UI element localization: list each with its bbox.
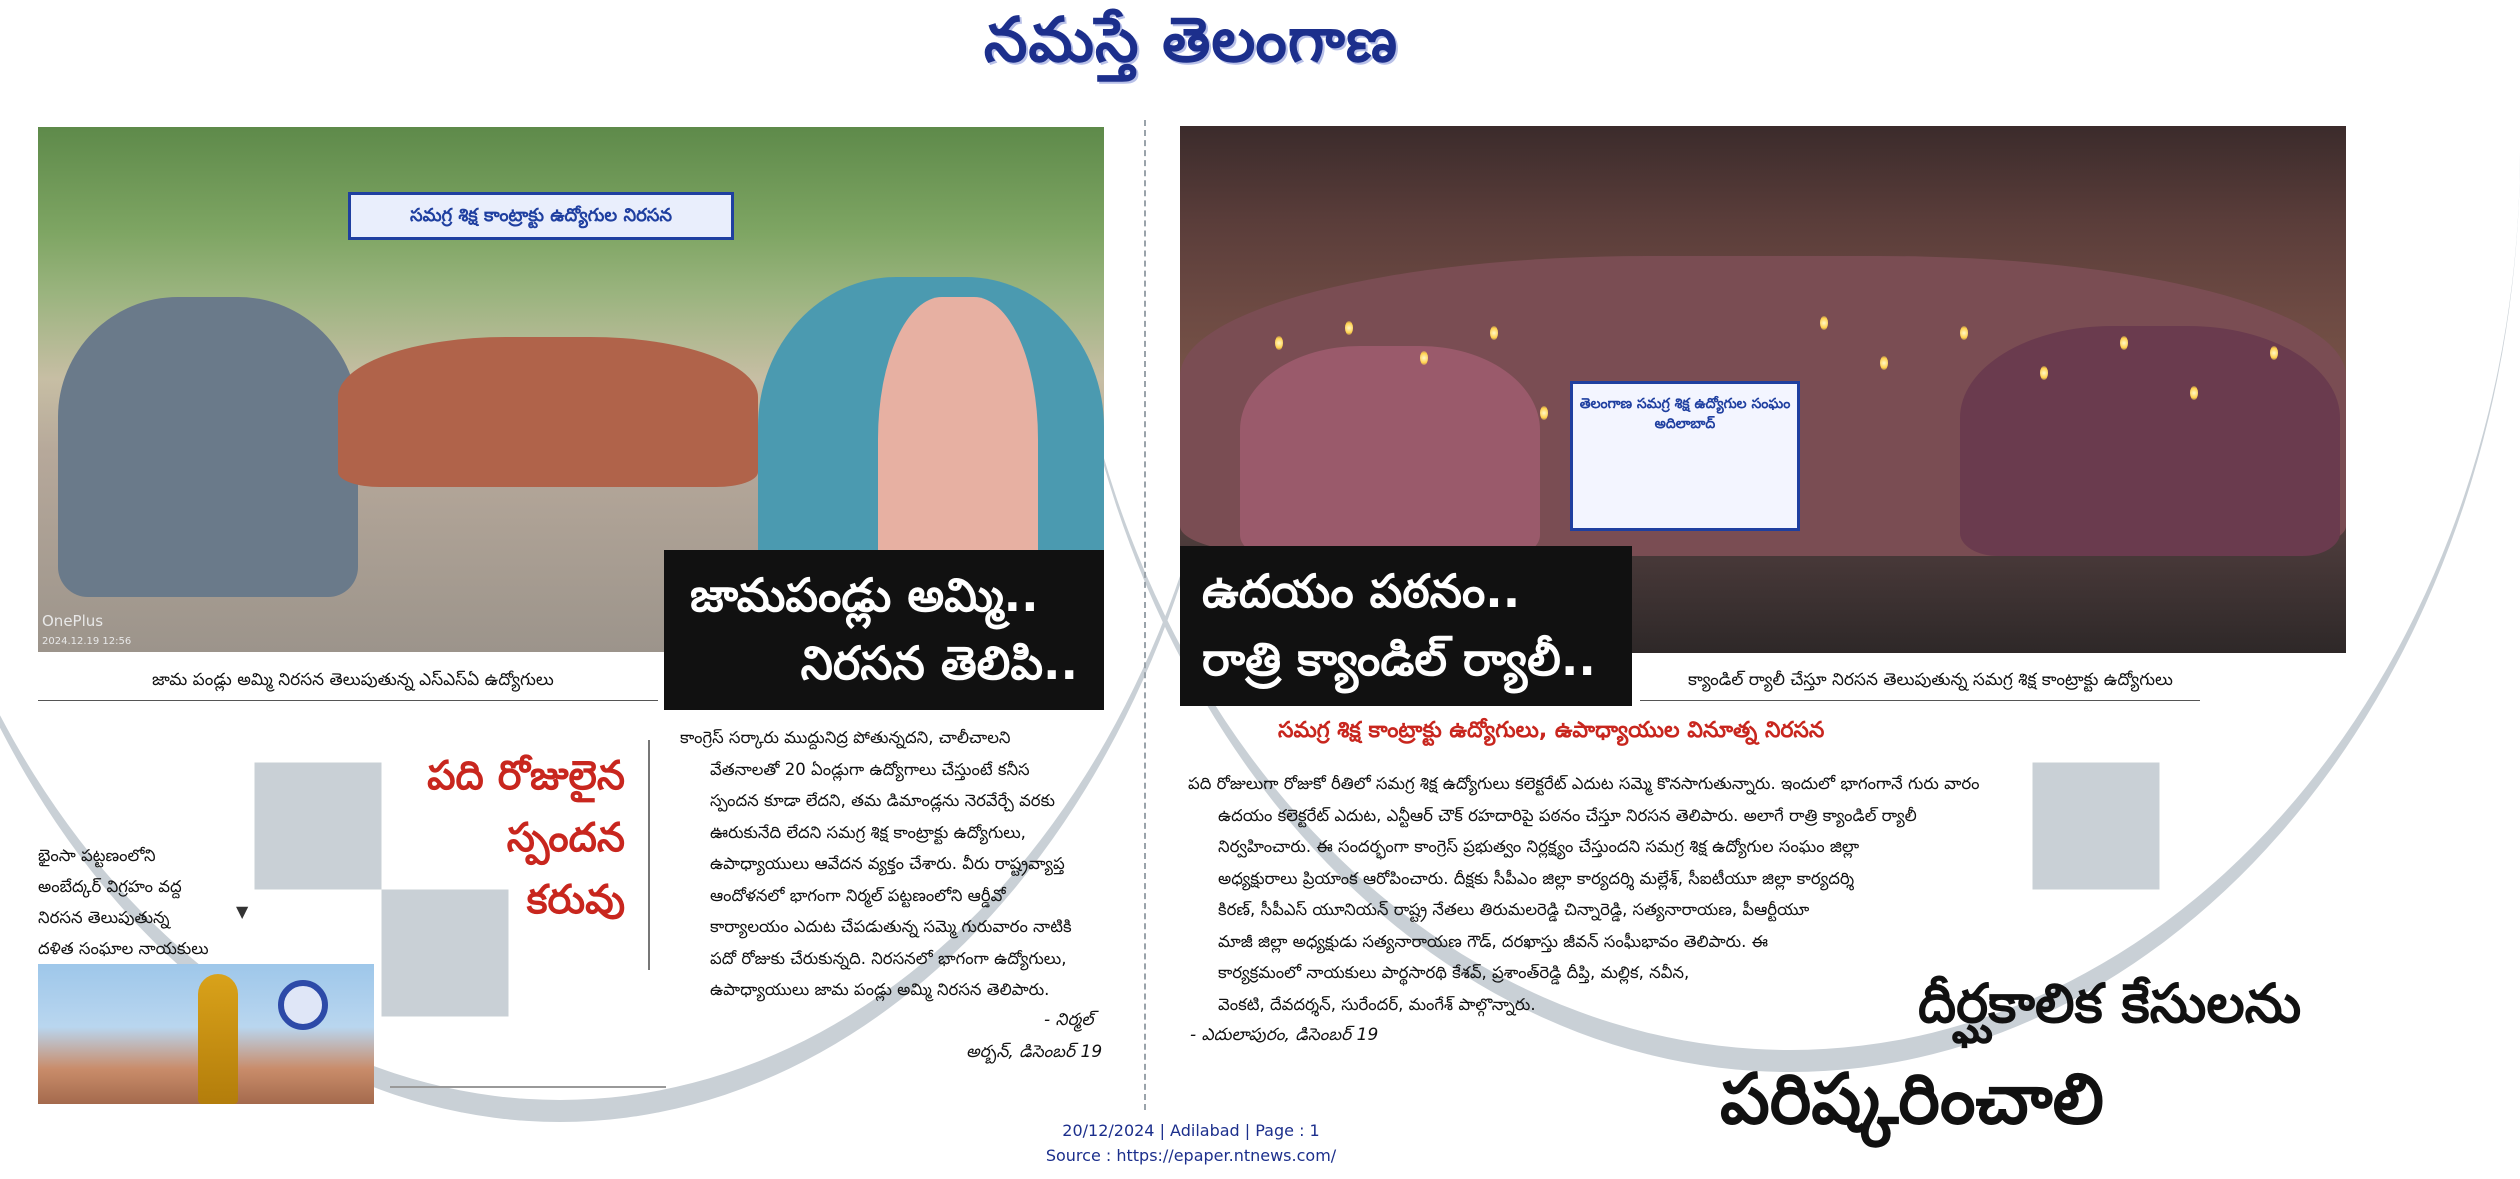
candle-light xyxy=(1345,321,1353,335)
column-divider xyxy=(1144,120,1146,1110)
candle-rally-banner: తెలంగాణ సమగ్ర శిక్ష ఉద్యోగుల సంఘం అదిలాబాద్ xyxy=(1570,381,1800,531)
body-line: మాజీ జిల్లా అధ్యక్షుడు సత్యనారాయణ గౌడ్, దరఖాస్తు జీవన్ సంఘీభావం తెలిపారు. ఈ xyxy=(1218,931,1769,951)
candle-light xyxy=(1960,326,1968,340)
body-line: పదో రోజుకు చేరుకున్నది. నిరసనలో భాగంగా ఉద్యోగులు, xyxy=(710,948,1067,968)
right-photo-caption: క్యాండిల్ ర్యాలీ చేస్తూ నిరసన తెలుపుతున్న సమగ్ర శిక్ష కాంట్రాక్టు ఉద్యోగులు xyxy=(1688,670,2173,690)
kicker-line: పది రోజులైన xyxy=(427,753,625,799)
candle-light xyxy=(1880,356,1888,370)
body-line: స్పందన కూడా లేదని, తమ డిమాండ్లను నెరవేర్చే వరకు xyxy=(710,791,1055,810)
body-line: నిర్వహించారు. ఈ సందర్భంగా కాంగ్రెస్ ప్రభుత్వం నిర్లక్ష్యం చేస్తుందని సమగ్ర శిక్ష ఉద్యోగుల సంఘం జిల్లా xyxy=(1218,837,1860,856)
ashoka-chakra-icon xyxy=(278,980,328,1030)
side-caption-line: అంబేద్కర్ విగ్రహం వద్ద xyxy=(38,877,182,896)
left-byline-place: - నిర్మల్ xyxy=(1044,1010,1094,1030)
caption-rule xyxy=(1640,700,2200,701)
body-line: వెంకటి, దేవదర్శన్, సురేందర్, మంగేశ్ పాల్గొన్నారు. xyxy=(1218,994,1536,1014)
photo-datestamp: 2024.12.19 12:56 xyxy=(42,636,132,647)
candle-light xyxy=(2190,386,2198,400)
body-line: అధ్యక్షురాలు ప్రియాంక ఆరోపించారు. దీక్షకు సీపీఎం జిల్లా కార్యదర్శి మల్లేశ్, సీఐటీయూ జిల్లా కార్యదర్శి xyxy=(1218,868,1855,888)
footer-source[interactable]: Source : https://epaper.ntnews.com/ xyxy=(1045,1146,1337,1165)
candle-light xyxy=(1420,351,1428,365)
right-headline-box xyxy=(1180,546,1632,706)
next-story-headline: దీర్ఘకాలిక కేసులను xyxy=(1918,972,2302,1035)
side-caption-line: భైంసా పట్టణంలోని xyxy=(38,846,156,865)
left-story-kicker xyxy=(405,745,625,931)
page-footer xyxy=(0,1118,2382,1168)
candle-light xyxy=(1490,326,1498,340)
candle-light xyxy=(1540,406,1548,420)
body-line: కార్యక్రమంలో నాయకులు పార్థసారథి కేశవ్, ప్రశాంత్‌రెడ్డి దీప్తి, మల్లిక, నవీన, xyxy=(1218,963,1690,982)
left-story-body xyxy=(680,722,1110,1006)
body-line: ఉపాధ్యాయులు జామ పండ్లు అమ్మి నిరసన తెలిపారు. xyxy=(710,980,1050,999)
body-line: కార్యాలయం ఎదుట చేపడుతున్న సమ్మె గురువారం నాటికి xyxy=(710,917,1072,936)
side-photo xyxy=(38,964,374,1104)
body-line: ఉదయం కలెక్టరేట్ ఎదుట, ఎన్టీఆర్ చౌక్ రహదారిపై పఠనం చేస్తూ నిరసన తెలిపారు. అలాగే రాత్రి క్యాండిల్ ర్యాలీ xyxy=(1218,805,1917,825)
candle-light xyxy=(2120,336,2128,350)
left-byline-date: అర్బన్, డిసెంబర్ 19 xyxy=(966,1042,1103,1062)
footer-edition: 20/12/2024 | Adilabad | Page : 1 xyxy=(1062,1121,1320,1140)
kicker-line: స్పందన xyxy=(506,815,625,861)
right-byline: - ఎదులాపురం, డిసెంబర్ 19 xyxy=(1190,1025,1379,1045)
kicker-line: కరువు xyxy=(526,877,625,923)
bottom-rule xyxy=(390,1086,666,1088)
left-headline-line1: జామపండ్లు అమ్మి.. xyxy=(690,568,1039,622)
candle-light xyxy=(2040,366,2048,380)
body-line: పది రోజులుగా రోజుకో రీతిలో సమగ్ర శిక్ష ఉద్యోగులు కలెక్టరేట్ ఎదుట సమ్మె కొనసాగుతున్నారు. ఇందులో భాగంగానే గురు వారం xyxy=(1188,774,1980,793)
masthead-title: నమస్తే తెలంగాణ xyxy=(983,3,1399,76)
crowd-figures xyxy=(1240,346,1540,556)
body-line: ఆందోళనలో భాగంగా నిర్మల్ పట్టణంలోని ఆర్డీవో xyxy=(710,885,1006,905)
right-story-subhead: సమగ్ర శిక్ష కాంట్రాక్టు ఉద్యోగులు, ఉపాధ్యాయుల వినూత్న నిరసన xyxy=(1278,718,1825,743)
caption-rule xyxy=(38,700,658,701)
next-story-headline-2: పరిష్కరించాలి xyxy=(1720,1058,2104,1140)
crowd-figures xyxy=(1960,326,2340,556)
candle-light xyxy=(1275,336,1283,350)
body-line: కిరణ్, సీపీఎస్ యూనియన్ రాష్ట్ర నేతలు తిరుమలరెడ్డి చిన్నారెడ్డి, సత్యనారాయణ, పీఆర్టీయూ xyxy=(1218,900,1810,919)
photo-watermark xyxy=(42,612,131,648)
arrow-down-icon: ▼ xyxy=(236,902,249,921)
body-line: కాంగ్రెస్ సర్కారు ముద్దునిద్ర పోతున్నదని, చాలీచాలని xyxy=(680,728,1011,747)
left-headline-line2: నిరసన తెలిపి.. xyxy=(800,636,1078,690)
body-line: ఉపాధ్యాయులు ఆవేదన వ్యక్తం చేశారు. వీరు రాష్ట్రవ్యాప్త xyxy=(710,854,1065,873)
right-headline-line1: ఉదయం పఠనం.. xyxy=(1202,564,1521,618)
statue-figure xyxy=(198,974,238,1104)
photo-watermark-brand: OnePlus xyxy=(42,612,104,630)
body-line: ఊరుకునేది లేదని సమగ్ర శిక్ష కాంట్రాక్టు ఉద్యోగులు, xyxy=(710,822,1026,842)
protest-banner: సమగ్ర శిక్ష కాంట్రాక్టు ఉద్యోగుల నిరసన xyxy=(348,192,734,240)
side-photo-caption xyxy=(38,840,209,964)
crowd-figures xyxy=(58,297,358,597)
kicker-rule xyxy=(648,740,650,970)
right-headline-line2: రాత్రి క్యాండిల్ ర్యాలీ.. xyxy=(1202,632,1596,686)
body-line: వేతనాలతో 20 ఏండ్లుగా ఉద్యోగాలు చేస్తుంటే కనీస xyxy=(710,759,1030,779)
crowd-figures xyxy=(338,337,758,487)
side-caption-line: నిరసన తెలుపుతున్న xyxy=(38,908,170,927)
candle-light xyxy=(2270,346,2278,360)
left-photo-caption: జామ పండ్లు అమ్మి నిరసన తెలుపుతున్న ఎస్ఎస్ఏ ఉద్యోగులు xyxy=(152,670,554,690)
candle-light xyxy=(1820,316,1828,330)
left-headline-box xyxy=(664,550,1104,710)
side-caption-line: దళిత సంఘాల నాయకులు xyxy=(38,939,209,958)
